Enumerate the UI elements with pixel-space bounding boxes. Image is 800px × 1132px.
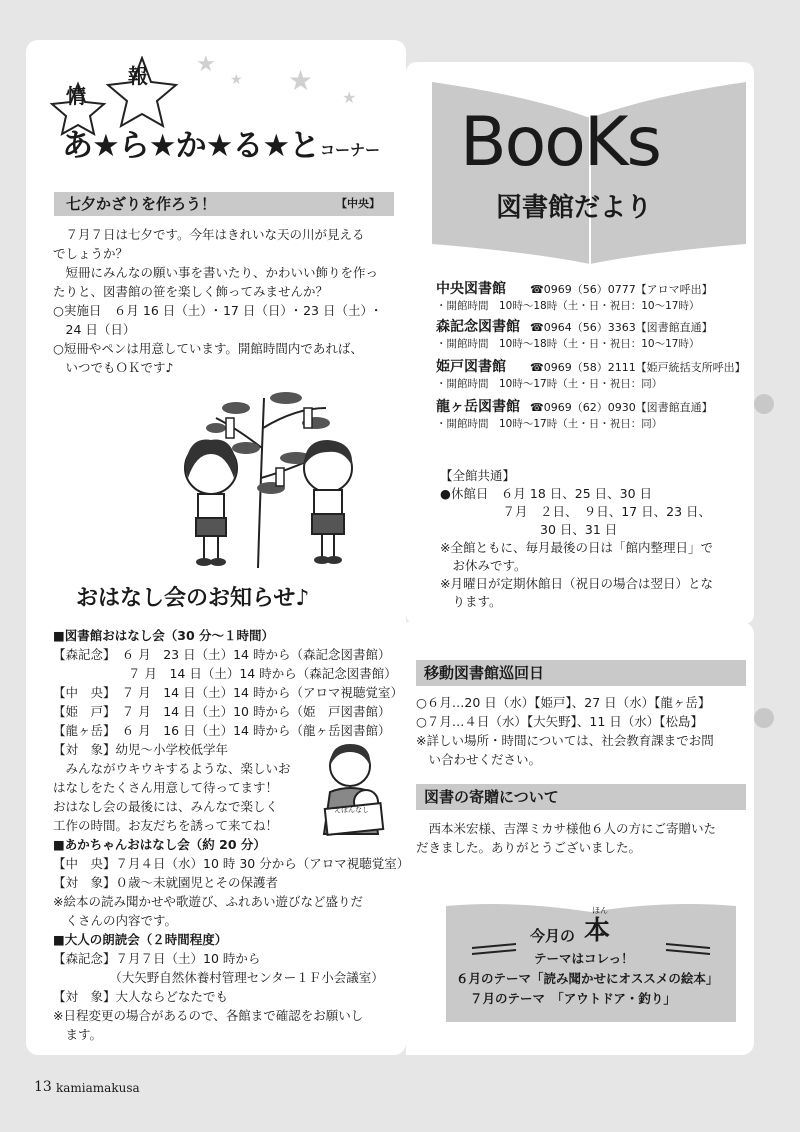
tanabata-heading-bar <box>54 192 394 216</box>
book-cover-label: えほんなし <box>334 806 369 814</box>
text-line: 【中 央】７月４日（水）10 時 30 分から（アロマ視聴覚室） <box>53 856 410 871</box>
text-line: ７ 月 14 日（土）14 時から（森記念図書館） <box>53 666 397 681</box>
text-line: お休みです。 <box>440 558 527 573</box>
star-icon: ★ <box>342 88 357 107</box>
monthly-title-big: 本 <box>584 916 611 946</box>
text-line: 工作の時間。お友だちを誘って来てね！ <box>53 818 279 833</box>
text-line: ■図書館おはなし会（30 分～１時間） <box>53 628 275 643</box>
text-line: 30 日、31 日 <box>440 522 618 537</box>
library-hours: ・開館時間 10時～17時（土・日・祝日：同） <box>436 418 663 430</box>
library-name: 龍ヶ岳図書館 <box>436 399 520 415</box>
text-line: ※詳しい場所・時間については、社会教育課までお問 <box>416 733 714 748</box>
donation-heading-bar <box>416 784 746 810</box>
text-line: おはなし会の最後には、みんなで楽しく <box>53 799 279 814</box>
monthly-june: ６月のテーマ「読み聞かせにオススメの絵本」 <box>456 971 719 986</box>
library-name: 姫戸図書館 <box>436 359 506 375</box>
star-icon: ★ <box>230 72 243 88</box>
text-line: 【対 象】大人ならどなたでも <box>53 989 229 1004</box>
text-line: 【対 象】幼児～小学校低学年 <box>53 742 229 757</box>
books-subtitle: 図書館だより <box>496 193 653 223</box>
corner-title-suffix: コーナー <box>320 141 381 159</box>
text-line: ○７月…４日（水）【大矢野】、11 日（水）【松島】 <box>416 714 704 729</box>
ohanashi-heading: おはなし会のお知らせ♪ <box>76 586 310 611</box>
text-line: ●休館日 ６月 18 日、25 日、30 日 <box>440 486 653 501</box>
text-line: ります。 <box>440 594 502 609</box>
library-hours: ・開館時間 10時～18時（土・日・祝日：10～17時） <box>436 300 700 312</box>
library-phone: ☎0969（58）2111【姫戸統括支所呼出】 <box>530 361 746 374</box>
books-logo: BooKs <box>460 103 660 182</box>
text-line: 西本米宏様、吉澤ミカサ様他６人の方にご寄贈いた <box>416 821 717 836</box>
monthly-sub: テーマはコレっ！ <box>534 951 634 966</box>
donation-heading: 図書の寄贈について <box>424 788 559 806</box>
tanabata-tag: 【中央】 <box>336 197 380 210</box>
text-line: い合わせください。 <box>416 752 542 767</box>
text-line: でしょうか？ <box>53 246 129 261</box>
text-line: 【対 象】０歳～未就園児とその保護者 <box>53 875 279 890</box>
library-phone: ☎0964（56）3363【図書館直通】 <box>530 321 713 334</box>
text-line: 【森記念】７月７日（土）10 時から <box>53 951 261 966</box>
common-heading: 【全館共通】 <box>440 468 516 483</box>
text-line: 【姫 戸】 ７ 月 14 日（土）10 時から（姫 戸図書館） <box>53 704 391 719</box>
text-line: ■あかちゃんおはなし会（約 20 分） <box>53 837 266 852</box>
library-name: 中央図書館 <box>436 281 506 297</box>
monthly-title-prefix: 今月の <box>530 927 576 945</box>
library-name: 森記念図書館 <box>436 319 520 335</box>
monthly-july: ７月のテーマ 「アウトドア・釣り」 <box>470 991 676 1006</box>
text-line: みんながウキウキするような、楽しいお <box>53 761 291 776</box>
text-line: はなしをたくさん用意して待ってます！ <box>53 780 279 795</box>
text-line: 【森記念】 ６ 月 23 日（土）14 時から（森記念図書館） <box>53 647 391 662</box>
text-line: 24 日（日） <box>53 322 136 337</box>
text-line: ます。 <box>53 1027 103 1042</box>
binder-hole <box>754 394 774 414</box>
star-jo-label: 情 <box>66 84 86 108</box>
text-line: だきました。ありがとうございました。 <box>416 840 642 855</box>
library-hours: ・開館時間 10時～17時（土・日・祝日：同） <box>436 378 663 390</box>
text-line: ７月７日は七夕です。今年はきれいな天の川が見える <box>53 227 365 242</box>
page-number: 13 <box>34 1079 52 1095</box>
mobile-heading: 移動図書館巡回日 <box>424 664 545 682</box>
text-line: いつでもＯＫです♪ <box>53 360 174 375</box>
monthly-ruby: ほん <box>592 906 608 915</box>
text-line: 【中 央】 ７ 月 14 日（土）14 時から（アロマ視聴覚室） <box>53 685 403 700</box>
corner-title: あ★ら★か★る★と <box>62 128 320 164</box>
star-ho-label: 報 <box>128 64 148 88</box>
library-phone: ☎0969（62）0930【図書館直通】 <box>530 401 713 414</box>
text-line: ※月曜日が定期休館日（祝日の場合は翌日）とな <box>440 576 713 591</box>
text-line: 短冊にみんなの願い事を書いたり、かわいい飾りを作っ <box>53 265 379 280</box>
mobile-heading-bar <box>416 660 746 686</box>
text-line: ７月 ２日、 ９日、17 日、23 日、 <box>440 504 712 519</box>
text-line: ○短冊やペンは用意しています。開館時間内であれば、 <box>53 341 363 356</box>
reading-illustration <box>316 740 394 836</box>
library-phone: ☎0969（56）0777【アロマ呼出】 <box>530 283 713 296</box>
text-line: 【龍ヶ岳】 ６ 月 16 日（土）14 時から（龍ヶ岳図書館） <box>53 723 391 738</box>
text-line: （大矢野自然休養村管理センター１Ｆ小会議室） <box>53 970 384 985</box>
binder-hole <box>754 708 774 728</box>
tanabata-illustration <box>176 378 366 574</box>
star-icon: ★ <box>196 52 216 77</box>
star-icon: ★ <box>288 64 314 97</box>
text-line: たりと、図書館の笹を楽しく飾ってみませんか？ <box>53 284 329 299</box>
footer-brand: kamiamakusa <box>56 1081 140 1095</box>
text-line: ※日程変更の場合があるので、各館まで確認をお願いし <box>53 1008 364 1023</box>
tanabata-heading: 七夕かざりを作ろう！ <box>66 195 217 213</box>
library-hours: ・開館時間 10時～18時（土・日・祝日：10～17時） <box>436 338 700 350</box>
text-line: ※絵本の読み聞かせや歌遊び、ふれあい遊びなど盛りだ <box>53 894 363 909</box>
text-line: ○実施日 ６月 16 日（土）･ 17 日（日）･ 23 日（土）･ <box>53 303 380 318</box>
text-line: ※全館ともに、毎月最後の日は「館内整理日」で <box>440 540 713 555</box>
text-line: ○６月…20 日（水）【姫戸】、27 日（水）【龍ヶ岳】 <box>416 695 711 710</box>
text-line: くさんの内容です。 <box>53 913 178 928</box>
text-line: ■大人の朗読会（２時間程度） <box>53 932 228 947</box>
